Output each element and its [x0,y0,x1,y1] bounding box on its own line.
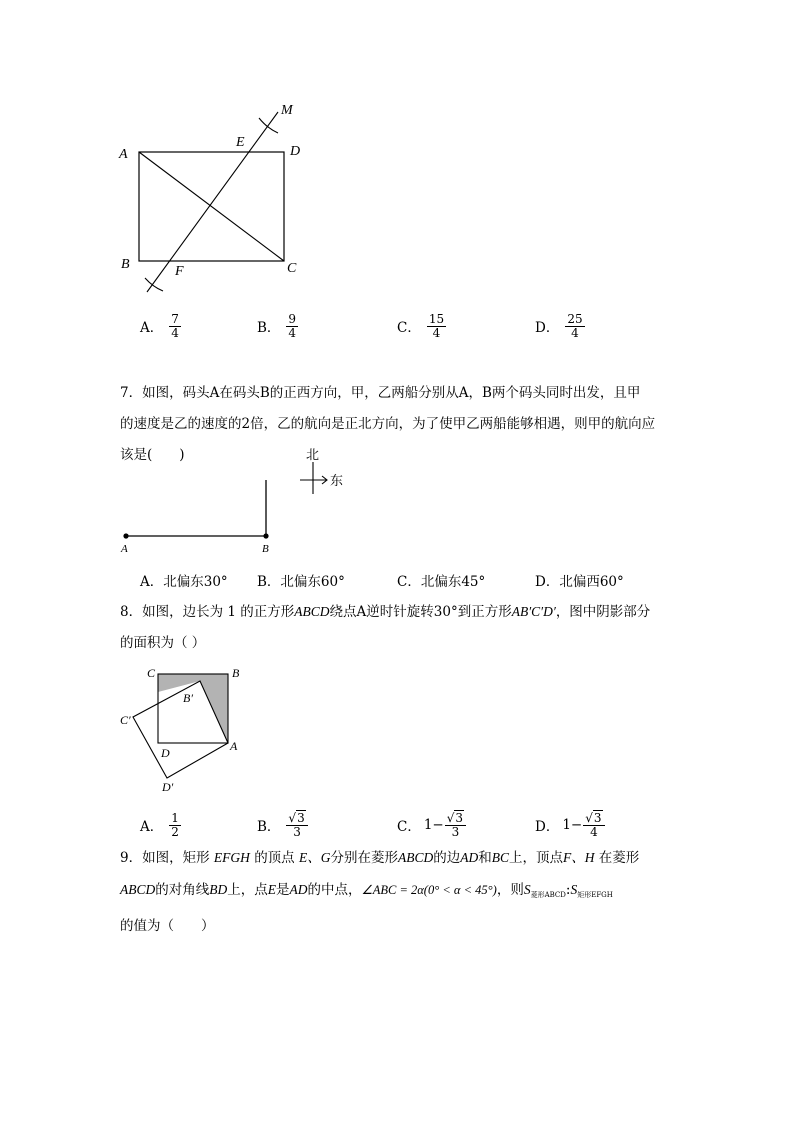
q7-figure [110,440,360,560]
q6-label-m: M [281,103,293,118]
q6-label-a: A [119,147,128,162]
q6-option-a-letter: A． [140,320,164,336]
q7-line-3: 该是( ) [120,447,185,463]
q8-label-bp: B′ [183,691,193,705]
q8-label-dp: D′ [162,780,174,794]
q7-line-1-text: 如图，码头A在码头B的正西方向，甲，乙两船分别从A，B两个码头同时出发，且甲 [142,385,641,401]
q9-l2-l: : [565,882,571,898]
q8-option-d-radicand: 3 [593,810,602,825]
q6-option-d-den: 4 [571,325,579,340]
q6-option-b-num: 9 [288,311,297,326]
q8-options [140,808,700,842]
q8-option-b-fraction [286,812,307,839]
q6-line-mf [147,112,278,292]
q8-option-d-letter: D． [535,819,560,835]
q6-option-b-fraction [286,313,298,340]
q9-text [120,842,704,942]
q9-l2-c: BD [209,882,228,897]
q9-line-3: 的值为（ ） [120,918,215,934]
q9-number: 9． [120,850,143,866]
q8-line-1-d: AB′C′D′ [511,604,556,619]
q8-option-d-fraction [583,812,604,839]
q8-line-1-b: ABCD [294,604,330,619]
q8-option-d[interactable] [535,808,605,842]
q8-option-a-den: 2 [171,824,179,839]
q8-option-b-den: 3 [293,824,301,839]
q6-diagonal-ac [139,152,284,261]
q6-label-b: B [121,257,130,272]
q8-option-c[interactable] [397,808,466,842]
q9-l2-f: 是 [276,882,290,898]
q7-option-c[interactable]: C．北偏东45° [397,574,486,590]
q6-option-c-den: 4 [432,325,441,340]
q7-line-1 [120,378,704,409]
q8-number: 8． [120,604,143,620]
sqrt-icon: √3 [288,810,305,825]
q6-option-c-num: 15 [428,311,445,326]
q6-option-a[interactable] [140,309,181,343]
q7-option-a[interactable]: A．北偏东30° [140,574,228,590]
q8-option-d-num [583,812,604,826]
q8-option-b-letter: B． [257,819,281,835]
q9-l1-i: 和 [478,850,492,866]
q9-l1-k: 上，顶点 [509,850,563,866]
q8-option-c-letter: C． [397,819,421,835]
q6-label-c: C [287,261,297,276]
q9-l2-m-sub: 矩形EFGH [577,891,613,899]
q7-number: 7． [120,385,143,401]
q6-option-d-num: 25 [567,311,583,326]
q8-option-c-fraction [445,812,466,839]
q9-l1-e: 分别在菱形 [330,850,398,866]
q6-label-f: F [175,264,184,279]
q8-option-b-radicand: 3 [297,810,305,825]
q8-option-b-num [286,812,307,826]
q9-l2-k: S [523,882,531,897]
q7-option-d[interactable]: D．北偏西60° [535,574,624,590]
sqrt-icon: √3 [585,810,602,825]
q8-option-c-radicand: 3 [455,810,464,825]
q7-options [140,563,700,597]
q9-l1-h: AD [460,850,479,865]
q8-label-c: C [147,666,156,680]
q9-l2-e: E [267,882,276,897]
q6-arc-mark-bottom [145,278,163,291]
q8-line-1-e: ，图中阴影部分 [555,604,651,620]
q6-option-b[interactable] [257,309,298,343]
q9-l2-d: 上，点 [227,882,268,898]
q6-option-b-den: 4 [288,325,297,340]
q9-l2-i: ∠ABC = 2α(0° < α < 45°) [361,883,497,897]
compass-label-north: 北 [306,448,320,463]
q7-point-b [263,533,268,538]
q8-option-d-prefix: 1− [562,817,583,833]
q6-option-a-fraction [169,313,181,340]
q8-label-cp: C′ [120,713,131,727]
q8-line-1-a: 如图，边长为 1 的正方形 [142,604,295,620]
q6-option-d[interactable] [535,309,585,343]
q8-line-1-c: 绕点A逆时针旋转30°到正方形 [329,604,512,620]
q9-l1-f: ABCD [397,850,434,865]
q8-option-c-den: 3 [451,824,460,839]
q6-option-b-letter: B． [257,320,281,336]
q9-l2-m: S [570,882,578,897]
q7-point-a [123,533,128,538]
q8-option-a-num: 1 [171,810,179,825]
q9-line-1 [120,842,704,874]
q7-label-a: A [121,543,128,555]
q9-l1-g: 的边 [433,850,461,866]
q9-l1-a: 如图，矩形 [142,850,210,866]
q8-figure [110,660,250,795]
q9-l1-j: BC [491,850,509,865]
q8-label-b: B [232,666,240,680]
q8-option-b[interactable] [257,808,308,842]
q6-option-a-den: 4 [171,325,179,340]
q9-l1-l: F、H [563,850,595,865]
q6-option-c[interactable] [397,309,446,343]
q6-option-c-fraction [427,313,446,340]
q6-figure [110,95,340,305]
q9-l2-k-sub: 菱形ABCD [530,891,566,899]
q8-option-c-prefix: 1− [423,817,444,833]
q8-option-c-num [445,812,466,826]
q8-option-a-letter: A． [140,819,164,835]
compass-icon [300,462,327,494]
q7-line-2: 的速度是乙的速度的2倍，乙的航向是正北方向，为了使甲乙两船能够相遇，则甲的航向应 [120,416,656,432]
q9-l2-j: ，则 [496,882,524,898]
sqrt-icon: √3 [446,810,464,825]
q9-l2-g: AD [289,882,308,897]
q8-line-1 [120,596,704,628]
q9-l1-m: 在菱形 [598,850,640,866]
q6-label-e: E [236,135,245,150]
q9-l2-b: 的对角线 [155,882,210,898]
q6-options [140,309,700,343]
q9-l1-c: 的顶点 [254,850,295,866]
q8-option-a[interactable] [140,808,181,842]
q7-label-b: B [262,543,269,555]
q8-label-a: A [230,739,238,753]
q8-option-a-fraction [169,812,181,839]
q7-option-b[interactable]: B．北偏东60° [257,574,345,590]
q8-label-d: D [161,746,170,760]
q6-option-a-num: 7 [171,311,179,326]
q6-option-d-letter: D． [535,320,560,336]
q6-option-c-letter: C． [397,320,421,336]
q8-line-2: 的面积为（ ） [120,635,206,651]
q6-label-d: D [290,144,301,159]
q9-l2-a: ABCD [120,882,156,897]
q9-l2-h: 的中点， [307,882,362,898]
q9-l1-b: EFGH [213,850,250,865]
q8-option-d-den: 4 [590,824,598,839]
q9-line-2 [120,874,704,911]
compass-label-east: 东 [330,474,344,489]
q9-l1-d: E、G [298,850,331,865]
q6-option-d-fraction [565,313,584,340]
q8-text [120,596,704,659]
